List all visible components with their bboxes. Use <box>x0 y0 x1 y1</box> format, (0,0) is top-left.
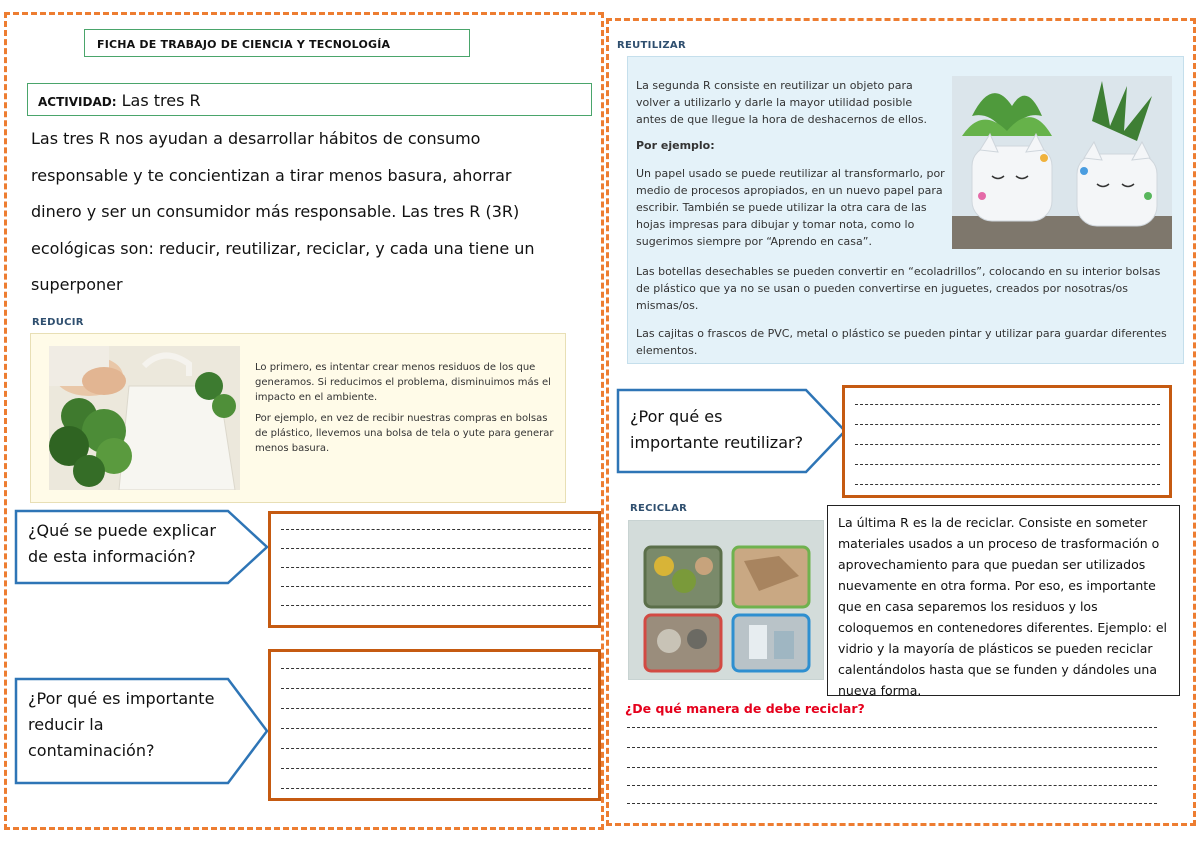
question-text <box>28 686 214 764</box>
reutil-example-label: Por ejemplo: <box>636 139 715 152</box>
answer-line <box>281 668 591 669</box>
reducir-card <box>30 333 566 503</box>
answer-line <box>855 424 1160 425</box>
question-line: reducir la <box>28 715 104 734</box>
answer-line <box>627 767 1157 768</box>
answer-line <box>281 567 591 568</box>
intro-line: Las tres R nos ayudan a desarrollar hábitos de consumo <box>31 129 481 148</box>
activity-label: ACTIVIDAD: <box>38 95 117 109</box>
question-arrow-3 <box>616 388 848 474</box>
reutil-photo-cat-planters <box>952 76 1172 249</box>
reciclar-text-box: La última R es la de reciclar. Consiste en someter materiales usados a un proceso de trasformación o aprovechamiento para que puedan ser utilizados nuevamente en otra forma. Por eso, es importante que en casa separemos los residuos y los coloquemos en contenedores diferentes. Ejemplo: el vidrio y la mayoría de plásticos se pueden reciclar calentándolos hasta que se funden y dándoles una nueva forma. <box>827 505 1180 696</box>
reducir-photo-cloth-bag <box>49 346 240 490</box>
answer-line <box>855 484 1160 485</box>
intro-line: dinero y ser un consumidor más responsable. Las tres R (3R) <box>31 202 520 221</box>
activity-value: Las tres R <box>116 91 201 110</box>
answer-line <box>281 586 591 587</box>
reducir-heading: REDUCIR <box>32 317 84 328</box>
answer-line <box>281 605 591 606</box>
intro-line: ecológicas son: reducir, reutilizar, reciclar, y cada una tiene un <box>31 238 535 258</box>
question-line: ¿Por qué es importante <box>28 689 215 708</box>
reducir-paragraph: Lo primero, es intentar crear menos residuos de los que generamos. Si reducimos el problema, disminuimos más el impacto en el ambiente. <box>255 362 551 403</box>
answer-line <box>281 529 591 530</box>
answer-line <box>281 688 591 689</box>
answer-line <box>281 788 591 789</box>
question-line: contaminación? <box>28 741 155 760</box>
question-arrow-2 <box>14 677 270 785</box>
worksheet-title: FICHA DE TRABAJO DE CIENCIA Y TECNOLOGÍA <box>84 29 470 57</box>
answer-line <box>281 748 591 749</box>
answer-box-1[interactable] <box>268 511 601 628</box>
answer-line <box>627 747 1157 748</box>
cat-planters-illustration <box>952 76 1172 249</box>
answer-line <box>627 727 1157 728</box>
intro-line: superponer <box>31 275 123 294</box>
recycling-bins-illustration <box>629 521 824 680</box>
answer-line <box>855 464 1160 465</box>
intro-line: responsable y te concientizan a tirar menos basura, ahorrar <box>31 165 512 185</box>
question-text <box>630 404 803 456</box>
cloth-bag-illustration <box>49 346 240 490</box>
question-line: importante reutilizar? <box>630 433 804 452</box>
answer-box-3[interactable] <box>842 385 1172 498</box>
reutil-paragraph: La segunda R consiste en reutilizar un objeto para volver a utilizarlo y darle la mayor utilidad posible antes de que llegue la hora de deshacernos de ellos. <box>636 79 927 126</box>
answer-line <box>627 803 1157 804</box>
question-arrow-1 <box>14 509 270 585</box>
answer-box-2[interactable] <box>268 649 601 801</box>
reciclar-heading: RECICLAR <box>630 503 688 514</box>
answer-line <box>855 444 1160 445</box>
question-line: ¿Qué se puede explicar <box>28 521 216 540</box>
question-text <box>28 518 216 570</box>
reutil-paragraph: Un papel usado se puede reutilizar al transformarlo, por medio de procesos apropiados, en un nuevo papel para escribir. También se puede utilizar la otra cara de las hojas impresas para dibujar y tomar nota, como lo sugerimos siempre por “Aprendo en casa”. <box>636 167 945 248</box>
reutil-paragraph: Las botellas desechables se pueden convertir en “ecoladrillos”, colocando en su interior bolsas de plástico que ya no se usan o pueden convertirse en juguetes, creados por nosotras/os mismas/os. <box>636 265 1161 312</box>
answer-line <box>281 708 591 709</box>
answer-line <box>627 785 1157 786</box>
reutil-paragraph: Las cajitas o frascos de PVC, metal o plástico se pueden pintar y utilizar para guardar diferentes elementos. <box>636 327 1167 357</box>
question-line: ¿Por qué es <box>630 407 723 426</box>
question-reciclar: ¿De qué manera de debe reciclar? <box>625 701 865 716</box>
reciclar-photo-bins <box>628 520 824 680</box>
answer-line <box>855 404 1160 405</box>
reutilizar-card <box>627 56 1184 364</box>
reutilizar-heading: REUTILIZAR <box>617 40 686 51</box>
reducir-text <box>255 360 555 462</box>
answer-line <box>281 548 591 549</box>
activity-box <box>27 83 592 116</box>
question-line: de esta información? <box>28 547 196 566</box>
answer-line <box>281 768 591 769</box>
reducir-paragraph: Por ejemplo, en vez de recibir nuestras compras en bolsas de plástico, llevemos una bolsa de tela o yute para generar menos basura. <box>255 413 554 454</box>
answer-line <box>281 728 591 729</box>
intro-paragraph <box>31 121 591 304</box>
